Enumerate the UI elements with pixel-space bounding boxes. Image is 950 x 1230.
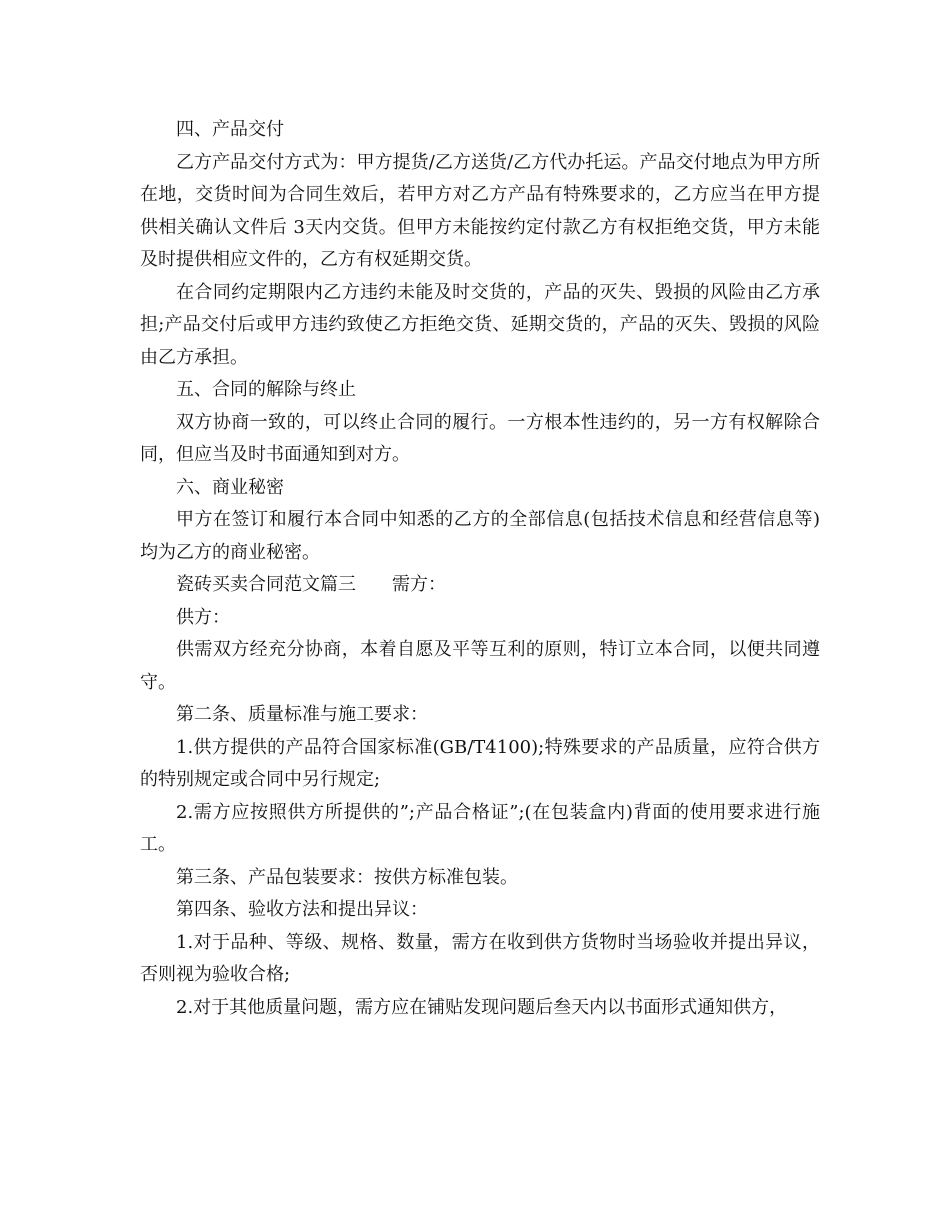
paragraph-preamble: 供需双方经充分协商，本着自愿及平等互利的原则，特订立本合同，以便共同遵守。 (140, 639, 820, 693)
paragraph-delivery-method: 乙方产品交付方式为：甲方提货/乙方送货/乙方代办托运。产品交付地点为甲方所在地，交货时间为合同生效后，若甲方对乙方产品有特殊要求的，乙方应当在甲方提供相关确认文件后 3天内交货。但甲方未能按约定付款乙方有权拒绝交货，甲方未能及时提供相应文件的，乙方有权延期交货。 (140, 151, 820, 270)
contract-title-demand-party: 瓷砖买卖合同范文篇三 需方： (176, 574, 446, 595)
article-four-item-1: 1.对于品种、等级、规格、数量，需方在收到供方货物时当场验收并提出异议，否则视为验收合格; (140, 931, 820, 985)
paragraph-delivery-risk: 在合同约定期限内乙方违约未能及时交货的，产品的灭失、毁损的风险由乙方承担;产品交付后或甲方违约致使乙方拒绝交货、延期交货的，产品的灭失、毁损的风险由乙方承担。 (140, 281, 820, 368)
paragraph-termination: 双方协商一致的，可以终止合同的履行。一方根本性违约的，另一方有权解除合同，但应当及时书面通知到对方。 (140, 411, 820, 465)
section-heading-trade-secret: 六、商业秘密 (176, 476, 284, 498)
article-two-heading: 第二条、质量标准与施工要求： (176, 704, 428, 725)
paragraph-trade-secret: 甲方在签订和履行本合同中知悉的乙方的全部信息(包括技术信息和经营信息等)均为乙方的商业秘密。 (140, 509, 820, 563)
article-two-item-1: 1.供方提供的产品符合国家标准(GB/T4100);特殊要求的产品质量，应符合供方的特别规定或合同中另行规定; (140, 736, 820, 790)
section-heading-product-delivery: 四、产品交付 (176, 119, 284, 140)
article-four-heading: 第四条、验收方法和提出异议： (176, 899, 428, 920)
article-three-heading: 第三条、产品包装要求：按供方标准包装。 (176, 866, 518, 888)
supply-party-label: 供方： (176, 606, 230, 628)
document-body (140, 114, 820, 1024)
section-heading-termination: 五、合同的解除与终止 (176, 379, 356, 400)
article-four-item-2: 2.对于其他质量问题，需方应在铺贴发现问题后叁天内以书面形式通知供方， (176, 996, 788, 1018)
article-two-item-2: 2.需方应按照供方所提供的”;产品合格证”;(在包装盒内)背面的使用要求进行施工。 (140, 801, 820, 855)
